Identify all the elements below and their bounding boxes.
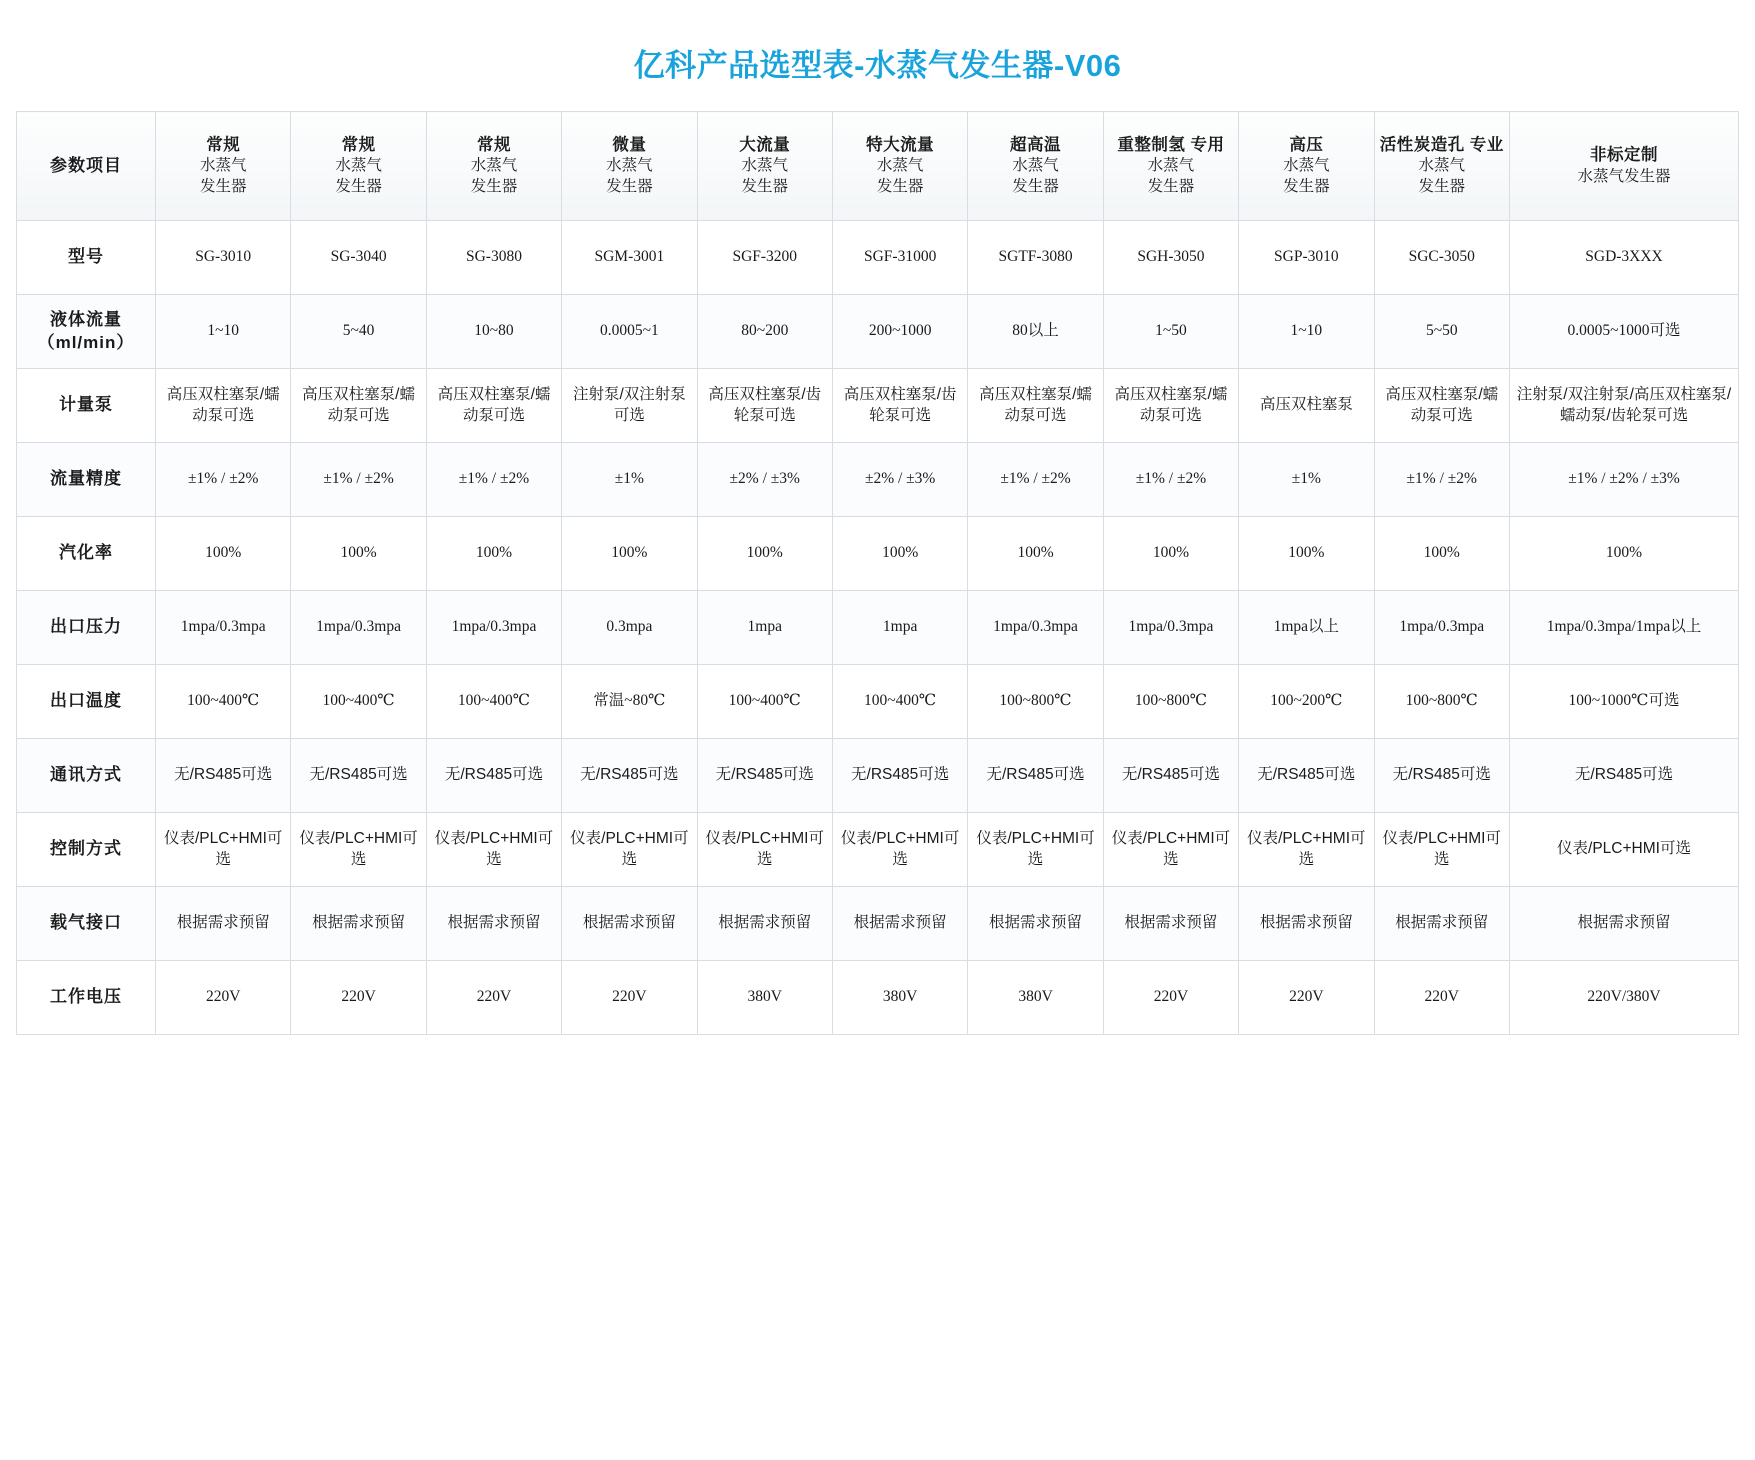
cell-vaporization-rate-8: 100% xyxy=(1103,517,1238,591)
header-parameter-item: 参数项目 xyxy=(17,112,156,221)
product-selection-table xyxy=(16,111,1739,1035)
table-row-liquid-flow xyxy=(17,295,1739,369)
column-header-9 xyxy=(1239,112,1374,221)
cell-metering-pump-5: 高压双柱塞泵/齿轮泵可选 xyxy=(697,369,832,443)
cell-metering-pump-4: 注射泵/双注射泵可选 xyxy=(562,369,697,443)
column-header-5 xyxy=(697,112,832,221)
cell-metering-pump-1: 高压双柱塞泵/蠕动泵可选 xyxy=(156,369,291,443)
cell-outlet-pressure-4: 0.3mpa xyxy=(562,591,697,665)
cell-control-mode-11: 仪表/PLC+HMI可选 xyxy=(1510,813,1739,887)
column-header-9-title: 高压 xyxy=(1289,135,1324,154)
cell-carrier-gas-port-4: 根据需求预留 xyxy=(562,887,697,961)
column-header-11-title: 非标定制 xyxy=(1590,146,1658,165)
cell-carrier-gas-port-11: 根据需求预留 xyxy=(1510,887,1739,961)
cell-control-mode-9: 仪表/PLC+HMI可选 xyxy=(1239,813,1374,887)
cell-working-voltage-8: 220V xyxy=(1103,961,1238,1035)
cell-outlet-pressure-5: 1mpa xyxy=(697,591,832,665)
table-row-carrier-gas-port xyxy=(17,887,1739,961)
cell-flow-accuracy-11: ±1% / ±2% / ±3% xyxy=(1510,443,1739,517)
column-header-1-title: 常规 xyxy=(206,135,241,154)
cell-vaporization-rate-5: 100% xyxy=(697,517,832,591)
column-header-9-sub2: 发生器 xyxy=(1283,178,1330,196)
cell-model-7: SGTF-3080 xyxy=(968,221,1103,295)
column-header-3-sub1: 水蒸气 xyxy=(470,157,518,175)
cell-control-mode-7: 仪表/PLC+HMI可选 xyxy=(968,813,1103,887)
row-label-metering-pump: 计量泵 xyxy=(17,369,156,443)
row-label-outlet-pressure: 出口压力 xyxy=(17,591,156,665)
cell-outlet-pressure-11: 1mpa/0.3mpa/1mpa以上 xyxy=(1510,591,1739,665)
cell-liquid-flow-9: 1~10 xyxy=(1239,295,1374,369)
cell-outlet-pressure-1: 1mpa/0.3mpa xyxy=(156,591,291,665)
cell-liquid-flow-10: 5~50 xyxy=(1374,295,1509,369)
cell-metering-pump-3: 高压双柱塞泵/蠕动泵可选 xyxy=(426,369,561,443)
cell-communication-9: 无/RS485可选 xyxy=(1239,739,1374,813)
cell-outlet-pressure-3: 1mpa/0.3mpa xyxy=(426,591,561,665)
cell-communication-6: 无/RS485可选 xyxy=(832,739,967,813)
table-row-vaporization-rate xyxy=(17,517,1739,591)
column-header-7-sub1: 水蒸气 xyxy=(1012,157,1059,175)
cell-metering-pump-6: 高压双柱塞泵/齿轮泵可选 xyxy=(832,369,967,443)
table-row-control-mode xyxy=(17,813,1739,887)
row-label-liquid-flow-line1: 液体流量 xyxy=(50,309,122,329)
cell-vaporization-rate-9: 100% xyxy=(1239,517,1374,591)
column-header-5-sub2: 发生器 xyxy=(741,178,789,196)
column-header-4-title: 微量 xyxy=(612,135,647,154)
row-label-control-mode: 控制方式 xyxy=(17,813,156,887)
column-header-1-sub2: 发生器 xyxy=(199,178,247,196)
table-header-row xyxy=(17,112,1739,221)
column-header-10-sub2: 发生器 xyxy=(1418,178,1466,196)
column-header-4 xyxy=(562,112,697,221)
cell-vaporization-rate-4: 100% xyxy=(562,517,697,591)
cell-communication-2: 无/RS485可选 xyxy=(291,739,426,813)
column-header-5-sub1: 水蒸气 xyxy=(741,157,789,175)
cell-flow-accuracy-7: ±1% / ±2% xyxy=(968,443,1103,517)
cell-model-2: SG-3040 xyxy=(291,221,426,295)
cell-working-voltage-5: 380V xyxy=(697,961,832,1035)
row-label-liquid-flow xyxy=(17,295,156,369)
cell-control-mode-2: 仪表/PLC+HMI可选 xyxy=(291,813,426,887)
table-row-model xyxy=(17,221,1739,295)
cell-outlet-temperature-11: 100~1000℃可选 xyxy=(1510,665,1739,739)
column-header-2-title: 常规 xyxy=(341,135,376,154)
cell-working-voltage-9: 220V xyxy=(1239,961,1374,1035)
column-header-6-sub2: 发生器 xyxy=(876,178,924,196)
cell-liquid-flow-1: 1~10 xyxy=(156,295,291,369)
row-label-flow-accuracy: 流量精度 xyxy=(17,443,156,517)
column-header-8-sub1: 水蒸气 xyxy=(1147,157,1195,175)
cell-control-mode-10: 仪表/PLC+HMI可选 xyxy=(1374,813,1509,887)
cell-metering-pump-9: 高压双柱塞泵 xyxy=(1239,369,1374,443)
column-header-10 xyxy=(1374,112,1509,221)
cell-outlet-temperature-3: 100~400℃ xyxy=(426,665,561,739)
column-header-4-sub1: 水蒸气 xyxy=(606,157,653,175)
cell-liquid-flow-11: 0.0005~1000可选 xyxy=(1510,295,1739,369)
cell-flow-accuracy-4: ±1% xyxy=(562,443,697,517)
cell-working-voltage-11: 220V/380V xyxy=(1510,961,1739,1035)
cell-carrier-gas-port-1: 根据需求预留 xyxy=(156,887,291,961)
cell-outlet-pressure-6: 1mpa xyxy=(832,591,967,665)
cell-model-4: SGM-3001 xyxy=(562,221,697,295)
cell-metering-pump-10: 高压双柱塞泵/蠕动泵可选 xyxy=(1374,369,1509,443)
cell-flow-accuracy-3: ±1% / ±2% xyxy=(426,443,561,517)
column-header-8 xyxy=(1103,112,1238,221)
cell-flow-accuracy-6: ±2% / ±3% xyxy=(832,443,967,517)
row-label-outlet-temperature: 出口温度 xyxy=(17,665,156,739)
cell-communication-11: 无/RS485可选 xyxy=(1510,739,1739,813)
table-row-communication xyxy=(17,739,1739,813)
column-header-1-sub1: 水蒸气 xyxy=(199,157,247,175)
cell-outlet-temperature-10: 100~800℃ xyxy=(1374,665,1509,739)
cell-outlet-temperature-8: 100~800℃ xyxy=(1103,665,1238,739)
cell-liquid-flow-7: 80以上 xyxy=(968,295,1103,369)
cell-outlet-pressure-8: 1mpa/0.3mpa xyxy=(1103,591,1238,665)
column-header-2 xyxy=(291,112,426,221)
column-header-10-sub1: 水蒸气 xyxy=(1418,157,1466,175)
column-header-10-title: 活性炭造孔 专业 xyxy=(1379,135,1504,154)
cell-control-mode-4: 仪表/PLC+HMI可选 xyxy=(562,813,697,887)
cell-working-voltage-1: 220V xyxy=(156,961,291,1035)
cell-communication-8: 无/RS485可选 xyxy=(1103,739,1238,813)
cell-flow-accuracy-10: ±1% / ±2% xyxy=(1374,443,1509,517)
cell-communication-4: 无/RS485可选 xyxy=(562,739,697,813)
cell-vaporization-rate-3: 100% xyxy=(426,517,561,591)
cell-communication-10: 无/RS485可选 xyxy=(1374,739,1509,813)
cell-outlet-pressure-7: 1mpa/0.3mpa xyxy=(968,591,1103,665)
cell-vaporization-rate-10: 100% xyxy=(1374,517,1509,591)
cell-model-10: SGC-3050 xyxy=(1374,221,1509,295)
table-row-flow-accuracy xyxy=(17,443,1739,517)
row-label-carrier-gas-port: 载气接口 xyxy=(17,887,156,961)
cell-model-11: SGD-3XXX xyxy=(1510,221,1739,295)
cell-carrier-gas-port-5: 根据需求预留 xyxy=(697,887,832,961)
cell-flow-accuracy-9: ±1% xyxy=(1239,443,1374,517)
cell-working-voltage-3: 220V xyxy=(426,961,561,1035)
table-row-metering-pump xyxy=(17,369,1739,443)
cell-working-voltage-2: 220V xyxy=(291,961,426,1035)
cell-control-mode-6: 仪表/PLC+HMI可选 xyxy=(832,813,967,887)
cell-flow-accuracy-2: ±1% / ±2% xyxy=(291,443,426,517)
column-header-7-title: 超高温 xyxy=(1010,135,1062,154)
cell-carrier-gas-port-7: 根据需求预留 xyxy=(968,887,1103,961)
cell-model-1: SG-3010 xyxy=(156,221,291,295)
cell-working-voltage-7: 380V xyxy=(968,961,1103,1035)
row-label-communication: 通讯方式 xyxy=(17,739,156,813)
cell-outlet-temperature-5: 100~400℃ xyxy=(697,665,832,739)
cell-vaporization-rate-7: 100% xyxy=(968,517,1103,591)
cell-liquid-flow-3: 10~80 xyxy=(426,295,561,369)
cell-model-3: SG-3080 xyxy=(426,221,561,295)
row-label-working-voltage: 工作电压 xyxy=(17,961,156,1035)
column-header-6-sub1: 水蒸气 xyxy=(876,157,924,175)
table-row-outlet-temperature xyxy=(17,665,1739,739)
cell-communication-5: 无/RS485可选 xyxy=(697,739,832,813)
cell-control-mode-1: 仪表/PLC+HMI可选 xyxy=(156,813,291,887)
cell-liquid-flow-5: 80~200 xyxy=(697,295,832,369)
cell-outlet-temperature-7: 100~800℃ xyxy=(968,665,1103,739)
column-header-6-title: 特大流量 xyxy=(866,135,935,154)
cell-carrier-gas-port-2: 根据需求预留 xyxy=(291,887,426,961)
column-header-2-sub1: 水蒸气 xyxy=(335,157,382,175)
cell-model-9: SGP-3010 xyxy=(1239,221,1374,295)
column-header-7-sub2: 发生器 xyxy=(1012,178,1059,196)
column-header-5-title: 大流量 xyxy=(739,135,791,154)
cell-metering-pump-7: 高压双柱塞泵/蠕动泵可选 xyxy=(968,369,1103,443)
column-header-8-title: 重整制氢 专用 xyxy=(1117,135,1225,154)
cell-flow-accuracy-1: ±1% / ±2% xyxy=(156,443,291,517)
cell-control-mode-8: 仪表/PLC+HMI可选 xyxy=(1103,813,1238,887)
column-header-3 xyxy=(426,112,561,221)
cell-outlet-temperature-1: 100~400℃ xyxy=(156,665,291,739)
cell-outlet-pressure-10: 1mpa/0.3mpa xyxy=(1374,591,1509,665)
cell-liquid-flow-2: 5~40 xyxy=(291,295,426,369)
cell-carrier-gas-port-8: 根据需求预留 xyxy=(1103,887,1238,961)
cell-communication-7: 无/RS485可选 xyxy=(968,739,1103,813)
cell-metering-pump-11: 注射泵/双注射泵/高压双柱塞泵/蠕动泵/齿轮泵可选 xyxy=(1510,369,1739,443)
column-header-11-sub1: 水蒸气发生器 xyxy=(1577,167,1671,185)
cell-outlet-temperature-4: 常温~80℃ xyxy=(562,665,697,739)
page-title: 亿科产品选型表-水蒸气发生器-V06 xyxy=(633,48,1122,83)
cell-communication-3: 无/RS485可选 xyxy=(426,739,561,813)
column-header-6 xyxy=(832,112,967,221)
column-header-8-sub2: 发生器 xyxy=(1147,178,1195,196)
column-header-4-sub2: 发生器 xyxy=(606,178,653,196)
table-row-working-voltage xyxy=(17,961,1739,1035)
column-header-9-sub1: 水蒸气 xyxy=(1283,157,1330,175)
cell-vaporization-rate-1: 100% xyxy=(156,517,291,591)
cell-model-6: SGF-31000 xyxy=(832,221,967,295)
cell-outlet-pressure-2: 1mpa/0.3mpa xyxy=(291,591,426,665)
cell-carrier-gas-port-9: 根据需求预留 xyxy=(1239,887,1374,961)
cell-control-mode-5: 仪表/PLC+HMI可选 xyxy=(697,813,832,887)
cell-liquid-flow-8: 1~50 xyxy=(1103,295,1238,369)
cell-vaporization-rate-11: 100% xyxy=(1510,517,1739,591)
cell-working-voltage-4: 220V xyxy=(562,961,697,1035)
cell-carrier-gas-port-6: 根据需求预留 xyxy=(832,887,967,961)
cell-vaporization-rate-6: 100% xyxy=(832,517,967,591)
column-header-7 xyxy=(968,112,1103,221)
cell-metering-pump-2: 高压双柱塞泵/蠕动泵可选 xyxy=(291,369,426,443)
row-label-liquid-flow-line2: （ml/min） xyxy=(37,332,135,352)
cell-flow-accuracy-5: ±2% / ±3% xyxy=(697,443,832,517)
column-header-2-sub2: 发生器 xyxy=(335,178,382,196)
cell-outlet-temperature-6: 100~400℃ xyxy=(832,665,967,739)
cell-flow-accuracy-8: ±1% / ±2% xyxy=(1103,443,1238,517)
cell-working-voltage-10: 220V xyxy=(1374,961,1509,1035)
cell-model-8: SGH-3050 xyxy=(1103,221,1238,295)
cell-control-mode-3: 仪表/PLC+HMI可选 xyxy=(426,813,561,887)
table-body xyxy=(17,221,1739,1035)
cell-carrier-gas-port-10: 根据需求预留 xyxy=(1374,887,1509,961)
cell-outlet-pressure-9: 1mpa以上 xyxy=(1239,591,1374,665)
cell-outlet-temperature-9: 100~200℃ xyxy=(1239,665,1374,739)
cell-liquid-flow-4: 0.0005~1 xyxy=(562,295,697,369)
cell-working-voltage-6: 380V xyxy=(832,961,967,1035)
cell-vaporization-rate-2: 100% xyxy=(291,517,426,591)
column-header-1 xyxy=(156,112,291,221)
cell-carrier-gas-port-3: 根据需求预留 xyxy=(426,887,561,961)
row-label-vaporization-rate: 汽化率 xyxy=(17,517,156,591)
row-label-model: 型号 xyxy=(17,221,156,295)
column-header-3-title: 常规 xyxy=(476,135,511,154)
cell-metering-pump-8: 高压双柱塞泵/蠕动泵可选 xyxy=(1103,369,1238,443)
cell-communication-1: 无/RS485可选 xyxy=(156,739,291,813)
column-header-11 xyxy=(1510,112,1739,221)
table-head xyxy=(17,112,1739,221)
table-row-outlet-pressure xyxy=(17,591,1739,665)
cell-model-5: SGF-3200 xyxy=(697,221,832,295)
column-header-3-sub2: 发生器 xyxy=(470,178,518,196)
cell-liquid-flow-6: 200~1000 xyxy=(832,295,967,369)
cell-outlet-temperature-2: 100~400℃ xyxy=(291,665,426,739)
